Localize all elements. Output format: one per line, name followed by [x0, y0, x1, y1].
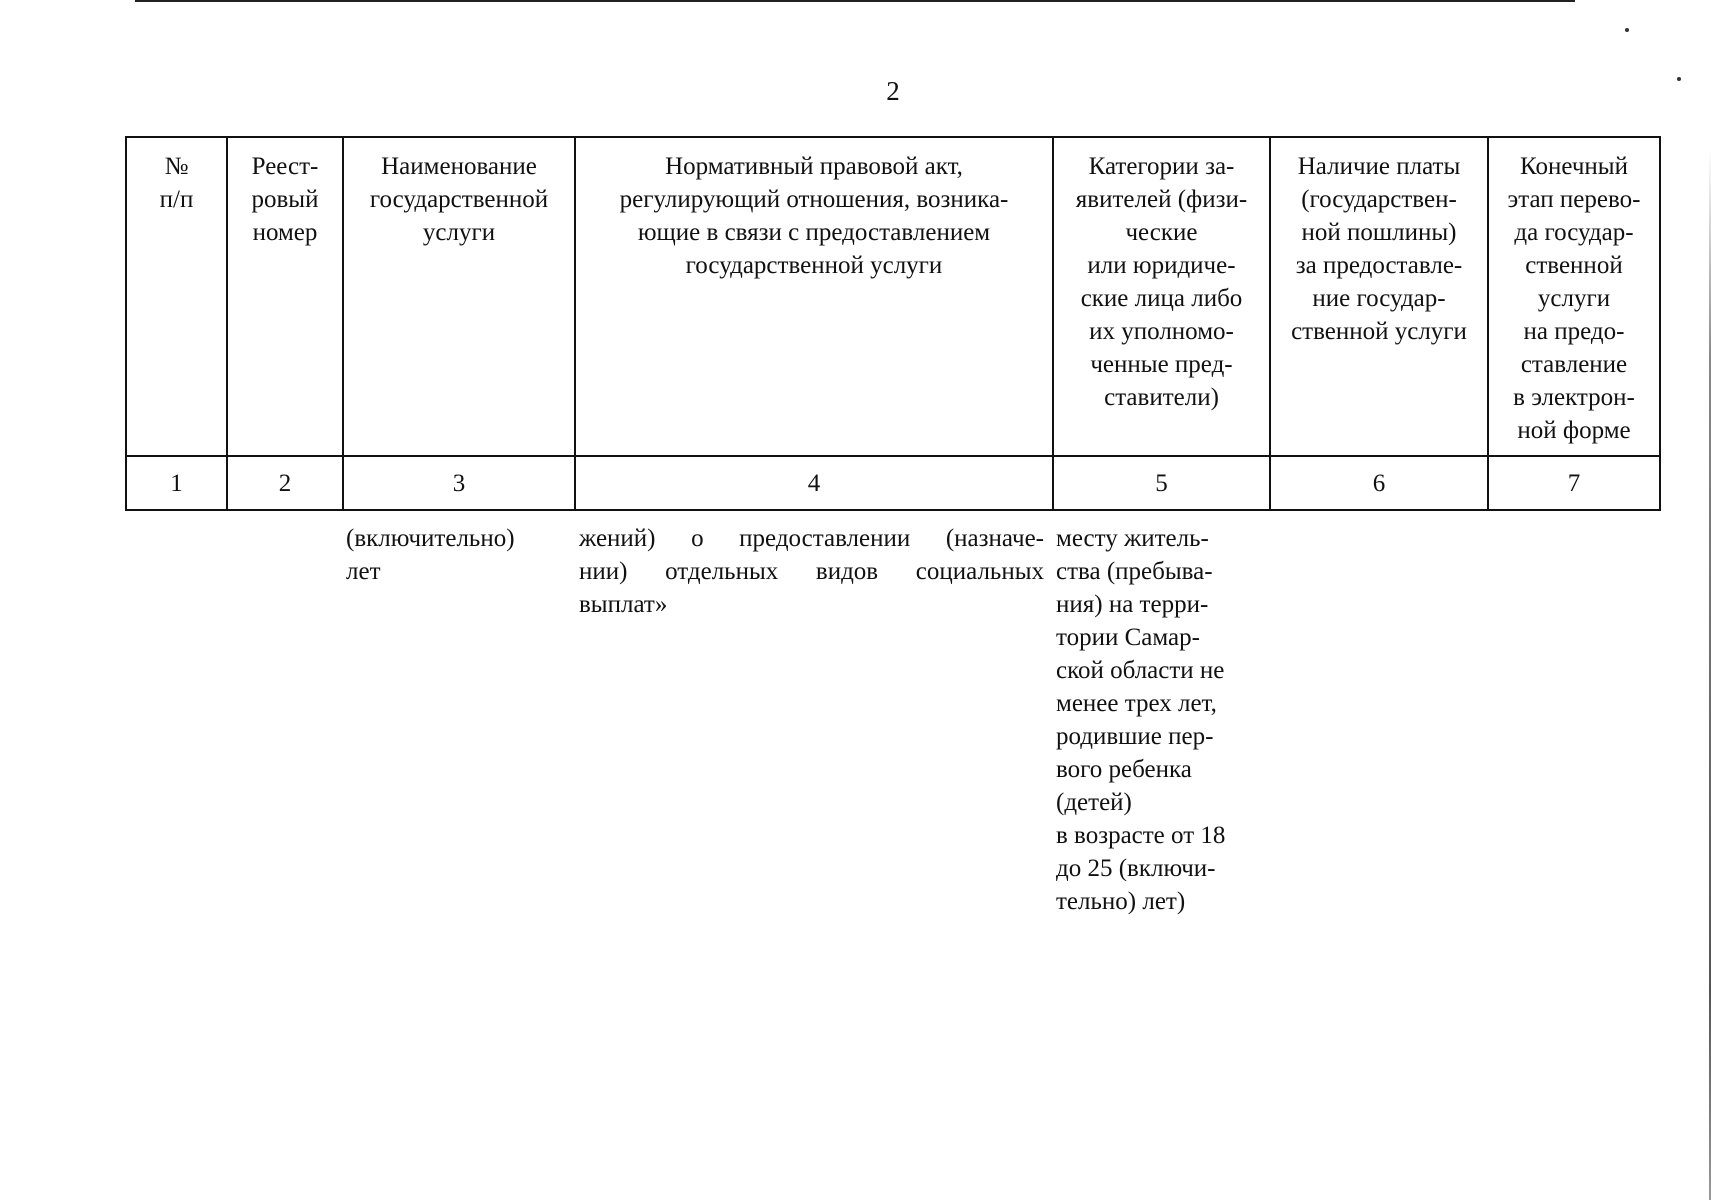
column-number-cell: 5: [1053, 456, 1270, 510]
header-cell-number: № п/п: [126, 137, 227, 456]
services-table-header: [125, 136, 1661, 511]
header-cell-registry-number: Реест- ровый номер: [227, 137, 343, 456]
header-cell-applicant-categories: Категории за- явителей (физи- ческие или юридиче- ские лица либо их уполномо- ченные пред- ставители): [1053, 137, 1270, 456]
column-number-row: [126, 456, 1660, 510]
scan-speck: [1625, 28, 1629, 32]
header-cell-final-stage: Конечный этап перево- да государ- ственной услуги на предо- ставление в электрон- ной форме: [1488, 137, 1660, 456]
column-number-cell: 6: [1270, 456, 1488, 510]
page-number: 2: [886, 76, 900, 106]
column-number-cell: 7: [1488, 456, 1660, 510]
continuation-legal-act: жений) о предоставлении (назначе- нии) отдельных видов социальных выплат»: [579, 525, 1044, 618]
column-number-cell: 3: [343, 456, 575, 510]
column-number-cell: 1: [126, 456, 227, 510]
column-number-cell: 2: [227, 456, 343, 510]
header-cell-service-name: Наименование государственной услуги: [343, 137, 575, 456]
continuation-applicant-categories: месту житель- ства (пребыва- ния) на терри- тории Самар- ской области не менее трех лет, родившие пер- вого ребенка (детей) в возрасте от 18 до 25 (включи- тельно) лет): [1056, 525, 1226, 915]
top-border-line: [135, 0, 1575, 2]
column-number-cell: 4: [575, 456, 1053, 510]
continuation-service-name: (включительно) лет: [346, 525, 515, 585]
header-cell-fee: Наличие платы (государствен- ной пошлины) за предоставле- ние государ- ственной услуги: [1270, 137, 1488, 456]
header-row: [126, 137, 1660, 456]
header-cell-legal-act: Нормативный правовой акт, регулирующий отношения, возника- ющие в связи с предоставлением государственной услуги: [575, 137, 1053, 456]
